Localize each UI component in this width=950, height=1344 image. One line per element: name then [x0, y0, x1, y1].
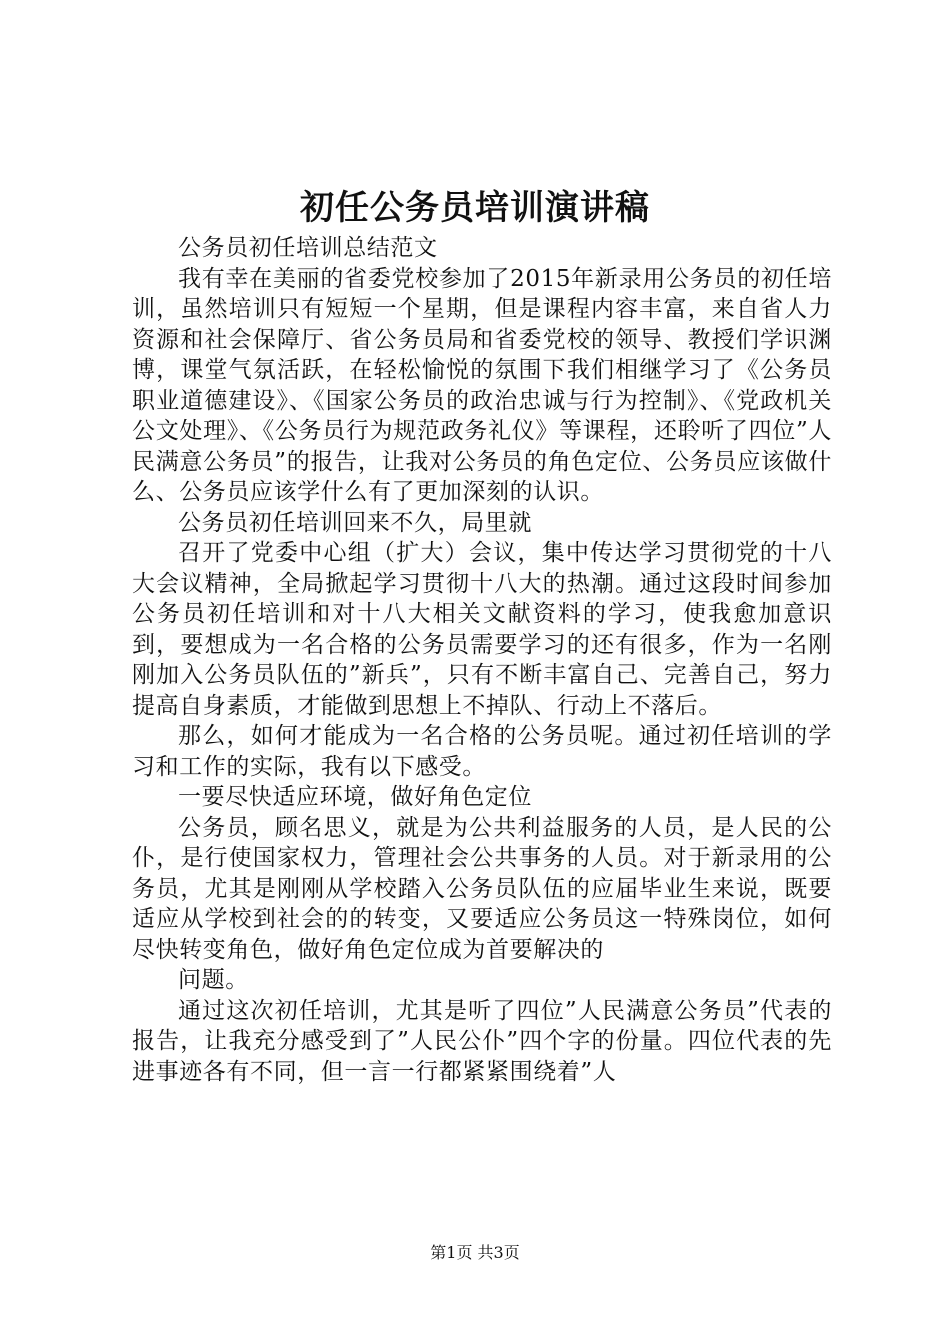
section-heading: 一要尽快适应环境，做好角色定位: [178, 784, 532, 810]
document-body: [132, 233, 832, 1087]
page-title: 初任公务员培训演讲稿: [300, 188, 650, 228]
paragraph: 公务员初任培训回来不久，局里就: [178, 509, 532, 536]
page-footer: 第1页 共3页: [430, 1243, 520, 1262]
paragraph: 公务员，顾名思义，就是为公共利益服务的人员，是人民的公仆，是行使国家权力，管理社会公共事务的人员。对于新录用的公务员，尤其是刚刚从学校踏入公务员队伍的应届毕业生来说，既要适应从学校到社会的的转变，又要适应公务员这一特殊岗位，如何尽快转变角色，做好角色定位成为首要解决的: [132, 814, 832, 963]
paragraph: 通过这次初任培训，尤其是听了四位”人民满意公务员”代表的报告，让我充分感受到了”人民公仆”四个字的份量。四位代表的先进事迹各有不同，但一言一行都紧紧围绕着”人: [132, 997, 832, 1085]
paragraph-subtitle: 公务员初任培训总结范文: [178, 235, 438, 261]
paragraph: 问题。: [178, 967, 249, 993]
paragraph: 召开了党委中心组（扩大）会议，集中传达学习贯彻党的十八大会议精神，全局掀起学习贯彻十八大的热潮。通过这段时间参加公务员初任培训和对十八大相关文献资料的学习，使我愈加意识到，要想成为一名合格的公务员需要学习的还有很多，作为一名刚刚加入公务员队伍的”新兵”，只有不断丰富自己、完善自己，努力提高自身素质，才能做到思想上不掉队、行动上不落后。: [132, 540, 832, 719]
paragraph: 我有幸在美丽的省委党校参加了2015年新录用公务员的初任培训，虽然培训只有短短一个星期，但是课程内容丰富，来自省人力资源和社会保障厅、省公务员局和省委党校的领导、教授们学识渊博，课堂气氛活跃，在轻松愉悦的氛围下我们相继学习了《公务员职业道德建设》、《国家公务员的政治忠诚与行为控制》、《党政机关公文处理》、《公务员行为规范政务礼仪》等课程，还聆听了四位”人民满意公务员”的报告，让我对公务员的角色定位、公务员应该做什么、公务员应该学什么有了更加深刻的认识。: [132, 265, 832, 505]
paragraph: 那么，如何才能成为一名合格的公务员呢。通过初任培训的学习和工作的实际，我有以下感受。: [132, 723, 832, 780]
